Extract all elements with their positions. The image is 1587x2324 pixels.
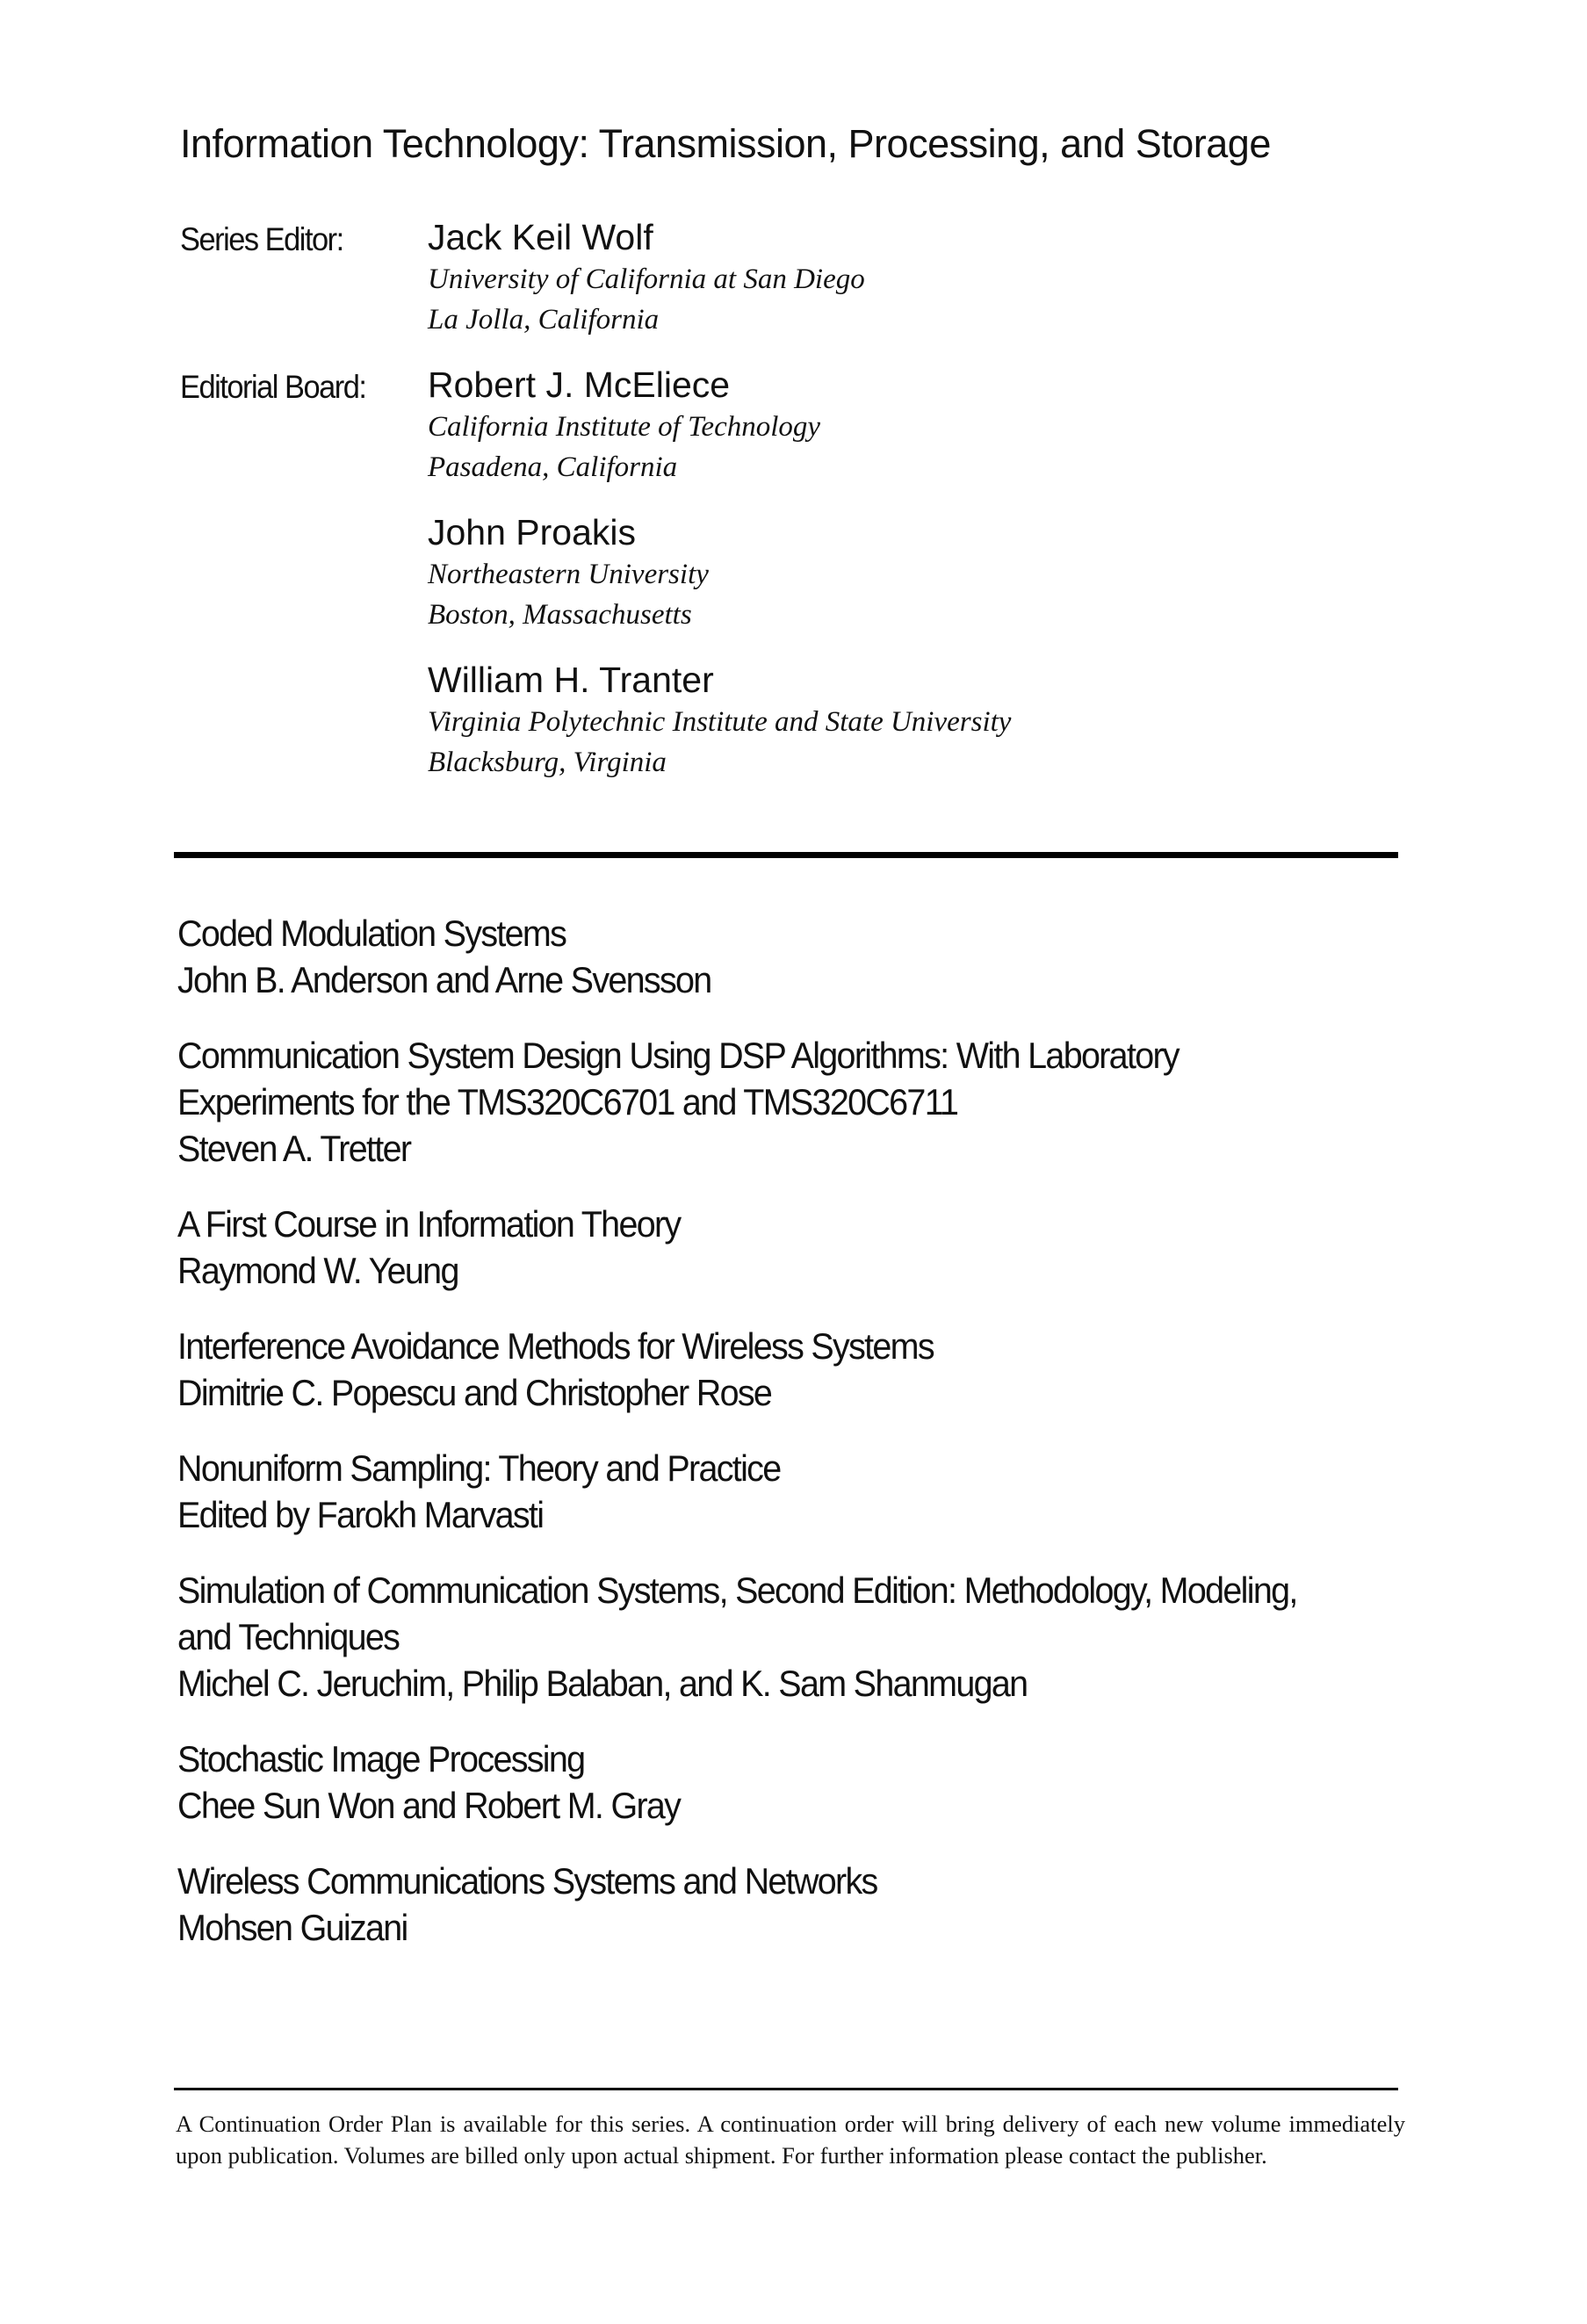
footnote-divider <box>174 2088 1398 2090</box>
role-label: Series Editor: <box>180 221 343 257</box>
book-title: Coded Modulation Systems <box>177 913 566 954</box>
continuation-order-note: A Continuation Order Plan is available for this series. A continuation order will bring delivery of each new volume immediately upon publication. Volumes are billed only upon actual shipment. For further information please contact the publisher. <box>176 2111 1405 2169</box>
person-name: John Proakis <box>428 512 637 552</box>
book-author: Michel C. Jeruchim, Philip Balaban, and K. Sam Shanmugan <box>177 1663 1028 1704</box>
book-entry <box>177 1567 1425 1707</box>
book-title: Interference Avoidance Methods for Wireless Systems <box>177 1325 934 1367</box>
book-author: John B. Anderson and Arne Svensson <box>177 959 711 1000</box>
person-entry <box>428 215 1410 340</box>
section-divider <box>174 852 1398 858</box>
book-title: Stochastic Image Processing <box>177 1738 585 1779</box>
book-entry <box>177 1201 1425 1294</box>
series-title: Information Technology: Transmission, Processing, and Storage <box>180 121 1271 166</box>
book-author: Steven A. Tretter <box>177 1128 411 1169</box>
book-title: Simulation of Communication Systems, Second Edition: Methodology, Modeling, <box>177 1570 1297 1611</box>
person-entry <box>428 658 1410 783</box>
board-row-editorial-board <box>180 363 1410 805</box>
book-author: Edited by Farokh Marvasti <box>177 1494 544 1535</box>
affiliation-line: Northeastern University <box>428 559 709 590</box>
book-entry <box>177 1858 1425 1951</box>
book-title: Nonuniform Sampling: Theory and Practice <box>177 1447 781 1489</box>
book-entry <box>177 1032 1425 1172</box>
person-name: Jack Keil Wolf <box>428 217 653 257</box>
book-entry <box>177 1323 1425 1416</box>
role-label: Editorial Board: <box>180 369 366 405</box>
person-list <box>428 363 1410 805</box>
affiliation-line: California Institute of Technology <box>428 411 821 443</box>
affiliation-line: University of California at San Diego <box>428 263 865 295</box>
affiliation-line: La Jolla, California <box>428 304 660 336</box>
person-name: William H. Tranter <box>428 660 714 700</box>
affiliation-line: Pasadena, California <box>428 451 678 483</box>
book-author: Mohsen Guizani <box>177 1907 408 1948</box>
book-author: Chee Sun Won and Robert M. Gray <box>177 1785 681 1826</box>
book-author: Dimitrie C. Popescu and Christopher Rose <box>177 1372 772 1413</box>
affiliation-line: Blacksburg, Virginia <box>428 747 667 778</box>
book-title: Communication System Design Using DSP Algorithms: With Laboratory <box>177 1035 1179 1076</box>
book-author: Raymond W. Yeung <box>177 1250 458 1291</box>
person-entry <box>428 363 1410 487</box>
book-title: A First Course in Information Theory <box>177 1203 681 1245</box>
affiliation-line: Virginia Polytechnic Institute and State University <box>428 706 1012 738</box>
person-entry <box>428 510 1410 635</box>
book-entry <box>177 910 1425 1003</box>
book-title: Experiments for the TMS320C6701 and TMS320C6711 <box>177 1081 958 1122</box>
book-title: and Techniques <box>177 1616 400 1657</box>
person-list <box>428 215 1410 363</box>
book-entry <box>177 1445 1425 1538</box>
book-list <box>177 910 1425 1980</box>
editorial-board <box>180 215 1410 805</box>
book-title: Wireless Communications Systems and Networks <box>177 1860 877 1902</box>
affiliation-line: Boston, Massachusetts <box>428 599 692 631</box>
board-row-series-editor <box>180 215 1410 363</box>
book-entry <box>177 1736 1425 1829</box>
person-name: Robert J. McEliece <box>428 364 731 405</box>
